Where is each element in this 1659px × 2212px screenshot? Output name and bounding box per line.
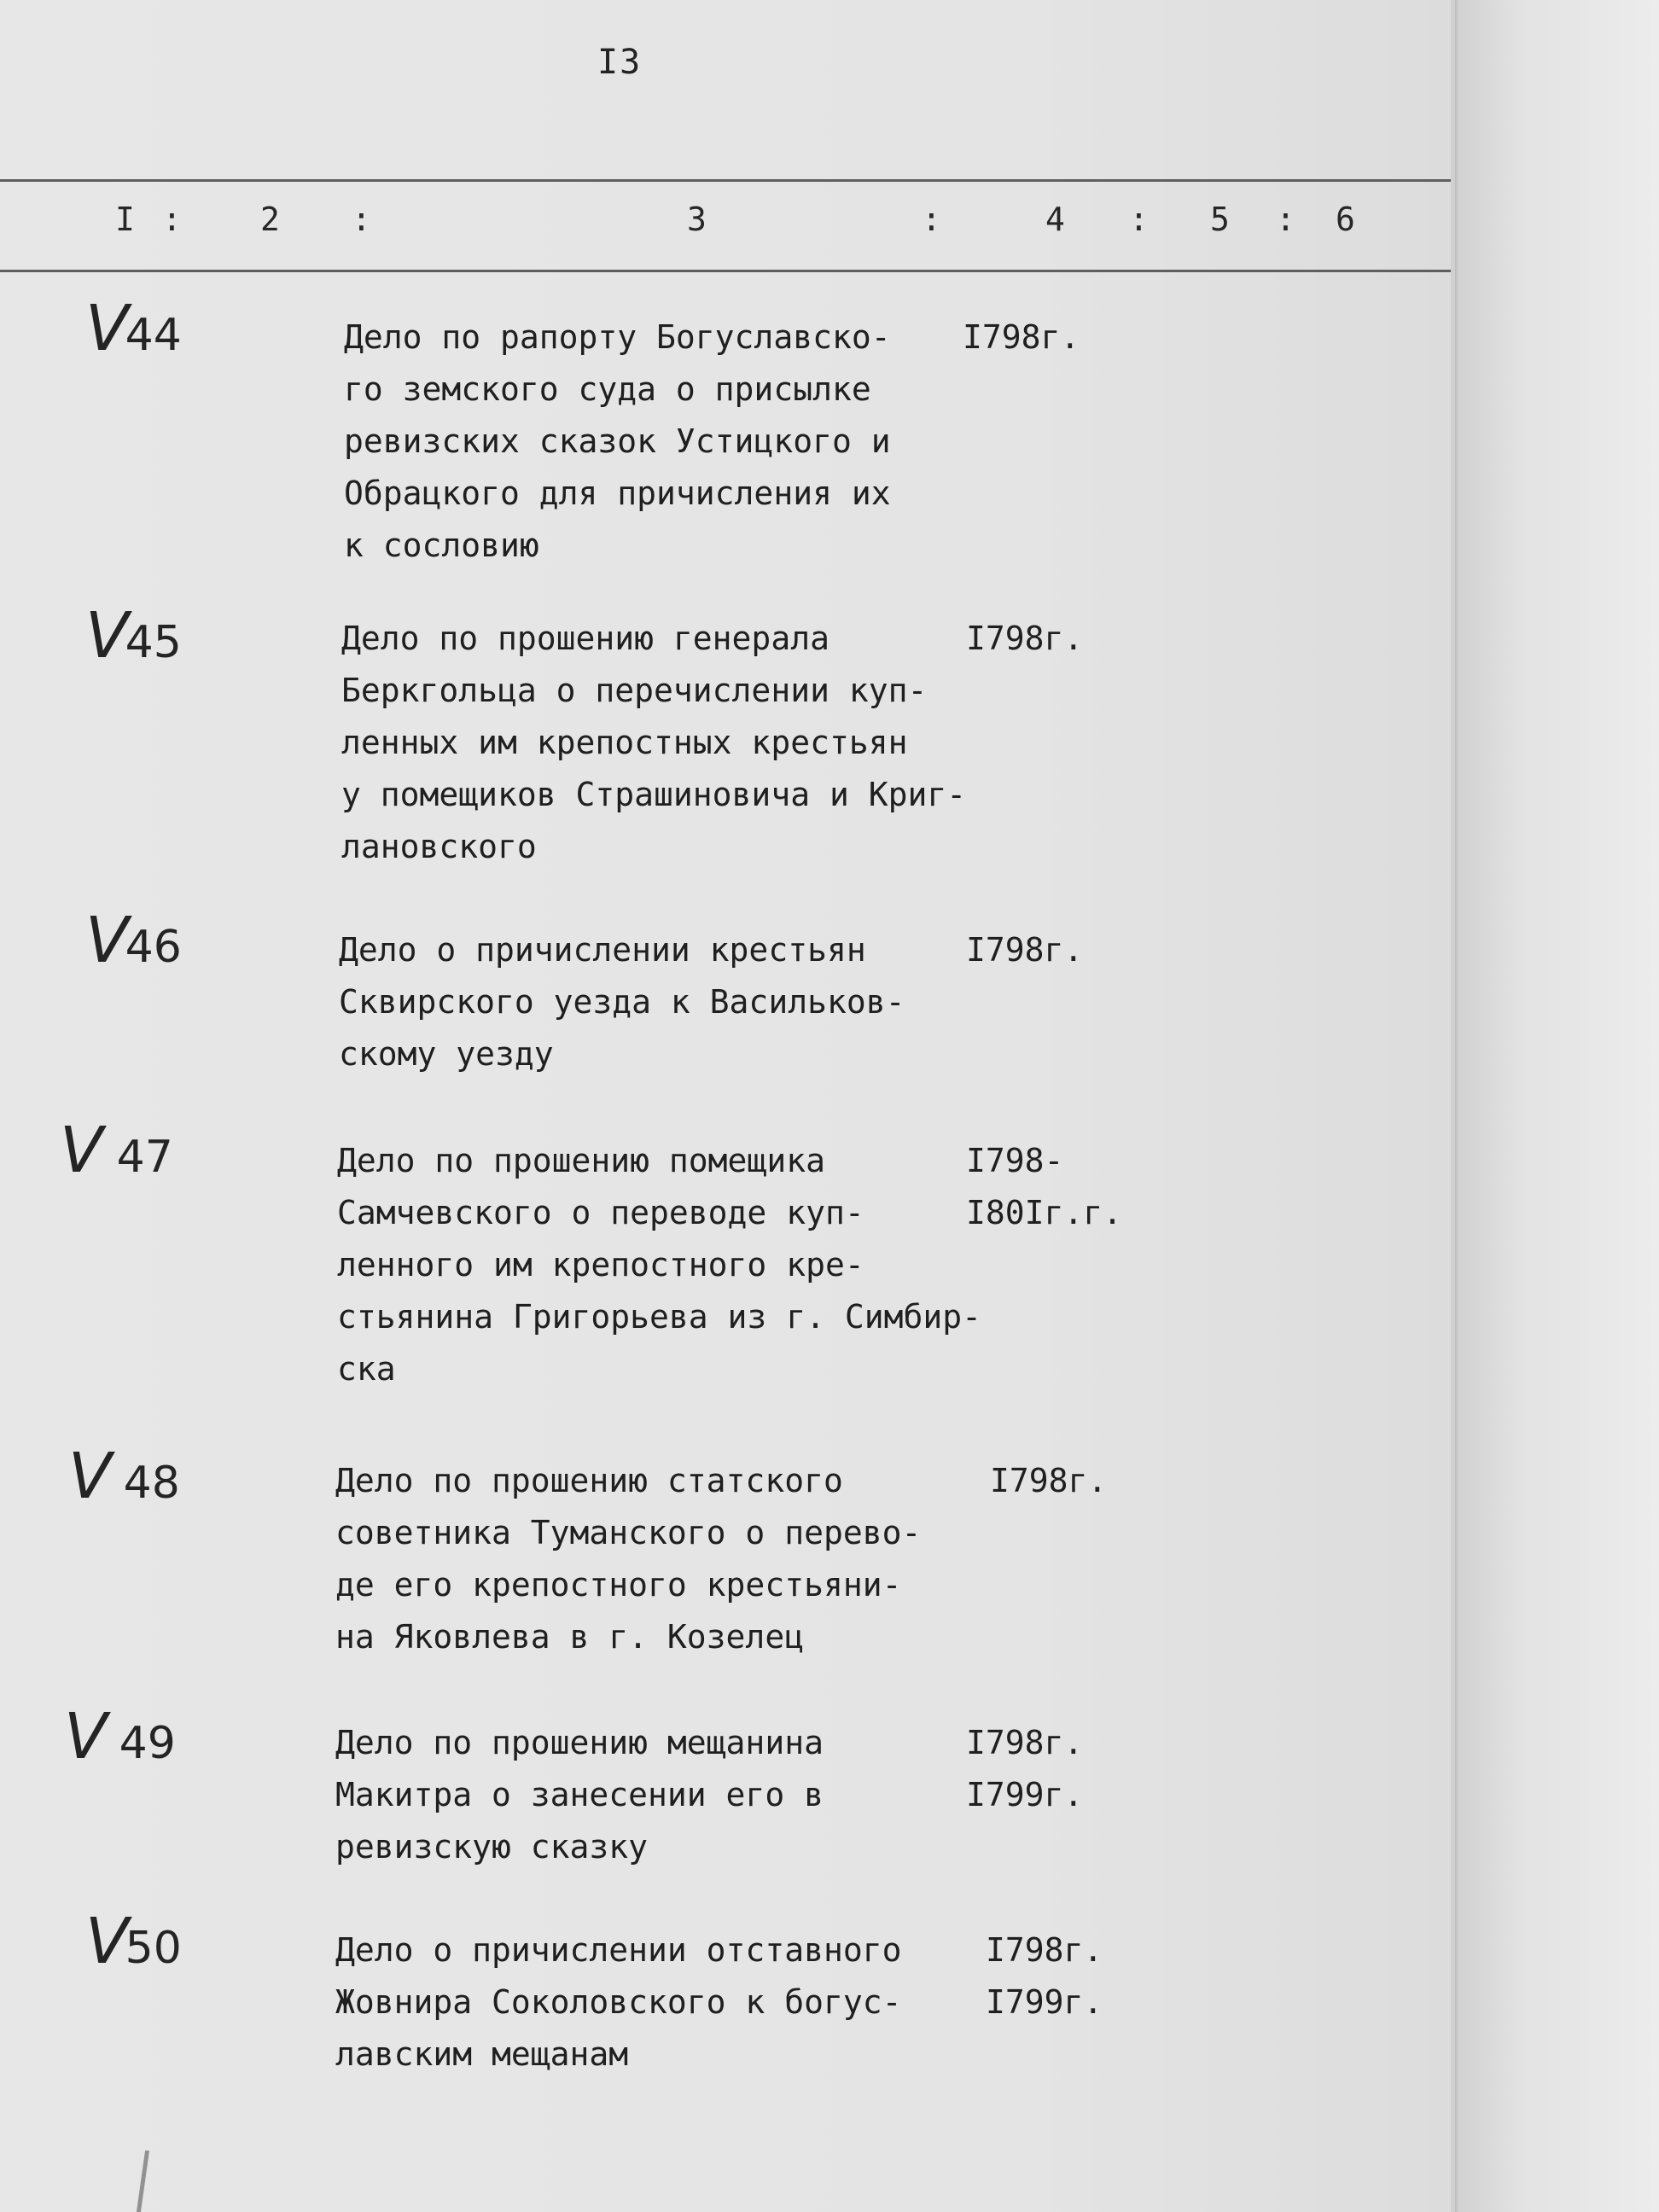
entry-dates xyxy=(986,1924,1103,2029)
entry-number: V46 xyxy=(85,904,182,977)
entry-description xyxy=(339,924,905,1080)
date-line: I80Iг.г. xyxy=(966,1194,1123,1231)
check-mark-icon: V xyxy=(85,292,125,365)
description-line: ленных им крепостных крестьян xyxy=(341,724,908,761)
date-line: I799г. xyxy=(986,1983,1103,2021)
description-line: Беркгольца о перечислении куп- xyxy=(341,672,928,709)
description-line: Дело по прошению статского xyxy=(335,1462,843,1499)
entry-number: V50 xyxy=(85,1905,182,1978)
description-line: у помещиков Страшиновича и Криг- xyxy=(341,776,967,813)
check-mark-icon: V xyxy=(85,1905,125,1978)
entry-description xyxy=(335,1924,901,2081)
entry-number: V 48 xyxy=(68,1440,180,1513)
pencil-stroke xyxy=(137,2151,183,2212)
description-line: к сословию xyxy=(344,527,539,564)
description-line: Дело по рапорту Богуславско- xyxy=(344,318,891,356)
column-header-3: 3 xyxy=(687,201,707,238)
description-line: го земского суда о присылке xyxy=(344,370,871,408)
entry-description xyxy=(344,311,891,572)
entry-number: V45 xyxy=(85,599,182,672)
description-line: Жовнира Соколовского к богус- xyxy=(335,1983,902,2021)
column-separator: : xyxy=(1276,201,1295,238)
entry-dates xyxy=(966,924,1083,976)
entry-number: V44 xyxy=(85,292,182,365)
description-line: на Яковлева в г. Козелец xyxy=(335,1618,805,1656)
date-line: I799г. xyxy=(966,1776,1084,1813)
column-separator: : xyxy=(1129,201,1149,238)
description-line: Сквирского уезда к Васильков- xyxy=(339,983,905,1021)
description-line: ревизских сказок Устицкого и xyxy=(344,422,891,460)
description-line: советника Туманского о перево- xyxy=(335,1514,922,1551)
description-line: Дело о причислении отставного xyxy=(335,1931,902,1969)
description-line: Дело по прошению генерала xyxy=(341,620,830,657)
description-line: ленного им крепостного кре- xyxy=(337,1246,864,1284)
description-line: стьянина Григорьева из г. Симбир- xyxy=(337,1298,981,1336)
description-line: Дело о причислении крестьян xyxy=(339,931,866,969)
date-line: I798- xyxy=(966,1142,1064,1179)
description-line: лавским мещанам xyxy=(335,2035,629,2073)
entry-description xyxy=(341,613,966,873)
description-line: ска xyxy=(337,1350,396,1388)
column-header-2: 2 xyxy=(260,201,280,238)
entry-dates xyxy=(963,311,1080,364)
check-mark-icon: V xyxy=(85,904,125,977)
entry-dates xyxy=(966,1135,1122,1239)
check-mark-icon: V xyxy=(68,1440,108,1513)
column-header-6: 6 xyxy=(1336,201,1355,238)
entry-number: V 49 xyxy=(64,1700,176,1773)
entry-description xyxy=(335,1455,921,1663)
column-separator: : xyxy=(922,201,941,238)
date-line: I798г. xyxy=(990,1462,1108,1499)
description-line: ревизскую сказку xyxy=(335,1828,649,1866)
description-line: Макитра о занесении его в xyxy=(335,1776,824,1813)
column-separator: : xyxy=(162,201,182,238)
date-line: I798г. xyxy=(966,931,1084,969)
check-mark-icon: V xyxy=(60,1114,100,1187)
entry-dates xyxy=(990,1455,1107,1507)
description-line: скому уезду xyxy=(339,1035,554,1073)
entry-description xyxy=(337,1135,981,1395)
description-line: де его крепостного крестьяни- xyxy=(335,1566,902,1604)
column-header-4: 4 xyxy=(1045,201,1065,238)
entry-dates xyxy=(966,613,1083,665)
date-line: I798г. xyxy=(986,1931,1103,1969)
date-line: I798г. xyxy=(966,1724,1084,1761)
column-header-5: 5 xyxy=(1210,201,1230,238)
description-line: Дело по прошению помещика xyxy=(337,1142,825,1179)
check-mark-icon: V xyxy=(85,599,125,672)
date-line: I798г. xyxy=(966,620,1084,657)
entry-number: V 47 xyxy=(60,1114,173,1187)
column-separator: : xyxy=(352,201,371,238)
description-line: лановского xyxy=(341,828,537,865)
column-header-1: I xyxy=(115,201,135,238)
underlying-sheet xyxy=(1451,0,1659,2212)
page-edge-shadow xyxy=(1455,0,1460,2212)
page-number: I3 xyxy=(597,43,643,82)
entry-dates xyxy=(966,1717,1083,1821)
check-mark-icon: V xyxy=(64,1700,104,1773)
header-bottom-rule xyxy=(0,270,1459,272)
entry-description xyxy=(335,1717,824,1873)
description-line: Самчевского о переводе куп- xyxy=(337,1194,864,1231)
description-line: Обрацкого для причисления их xyxy=(344,474,891,512)
header-top-rule xyxy=(0,179,1459,182)
description-line: Дело по прошению мещанина xyxy=(335,1724,824,1761)
date-line: I798г. xyxy=(963,318,1080,356)
